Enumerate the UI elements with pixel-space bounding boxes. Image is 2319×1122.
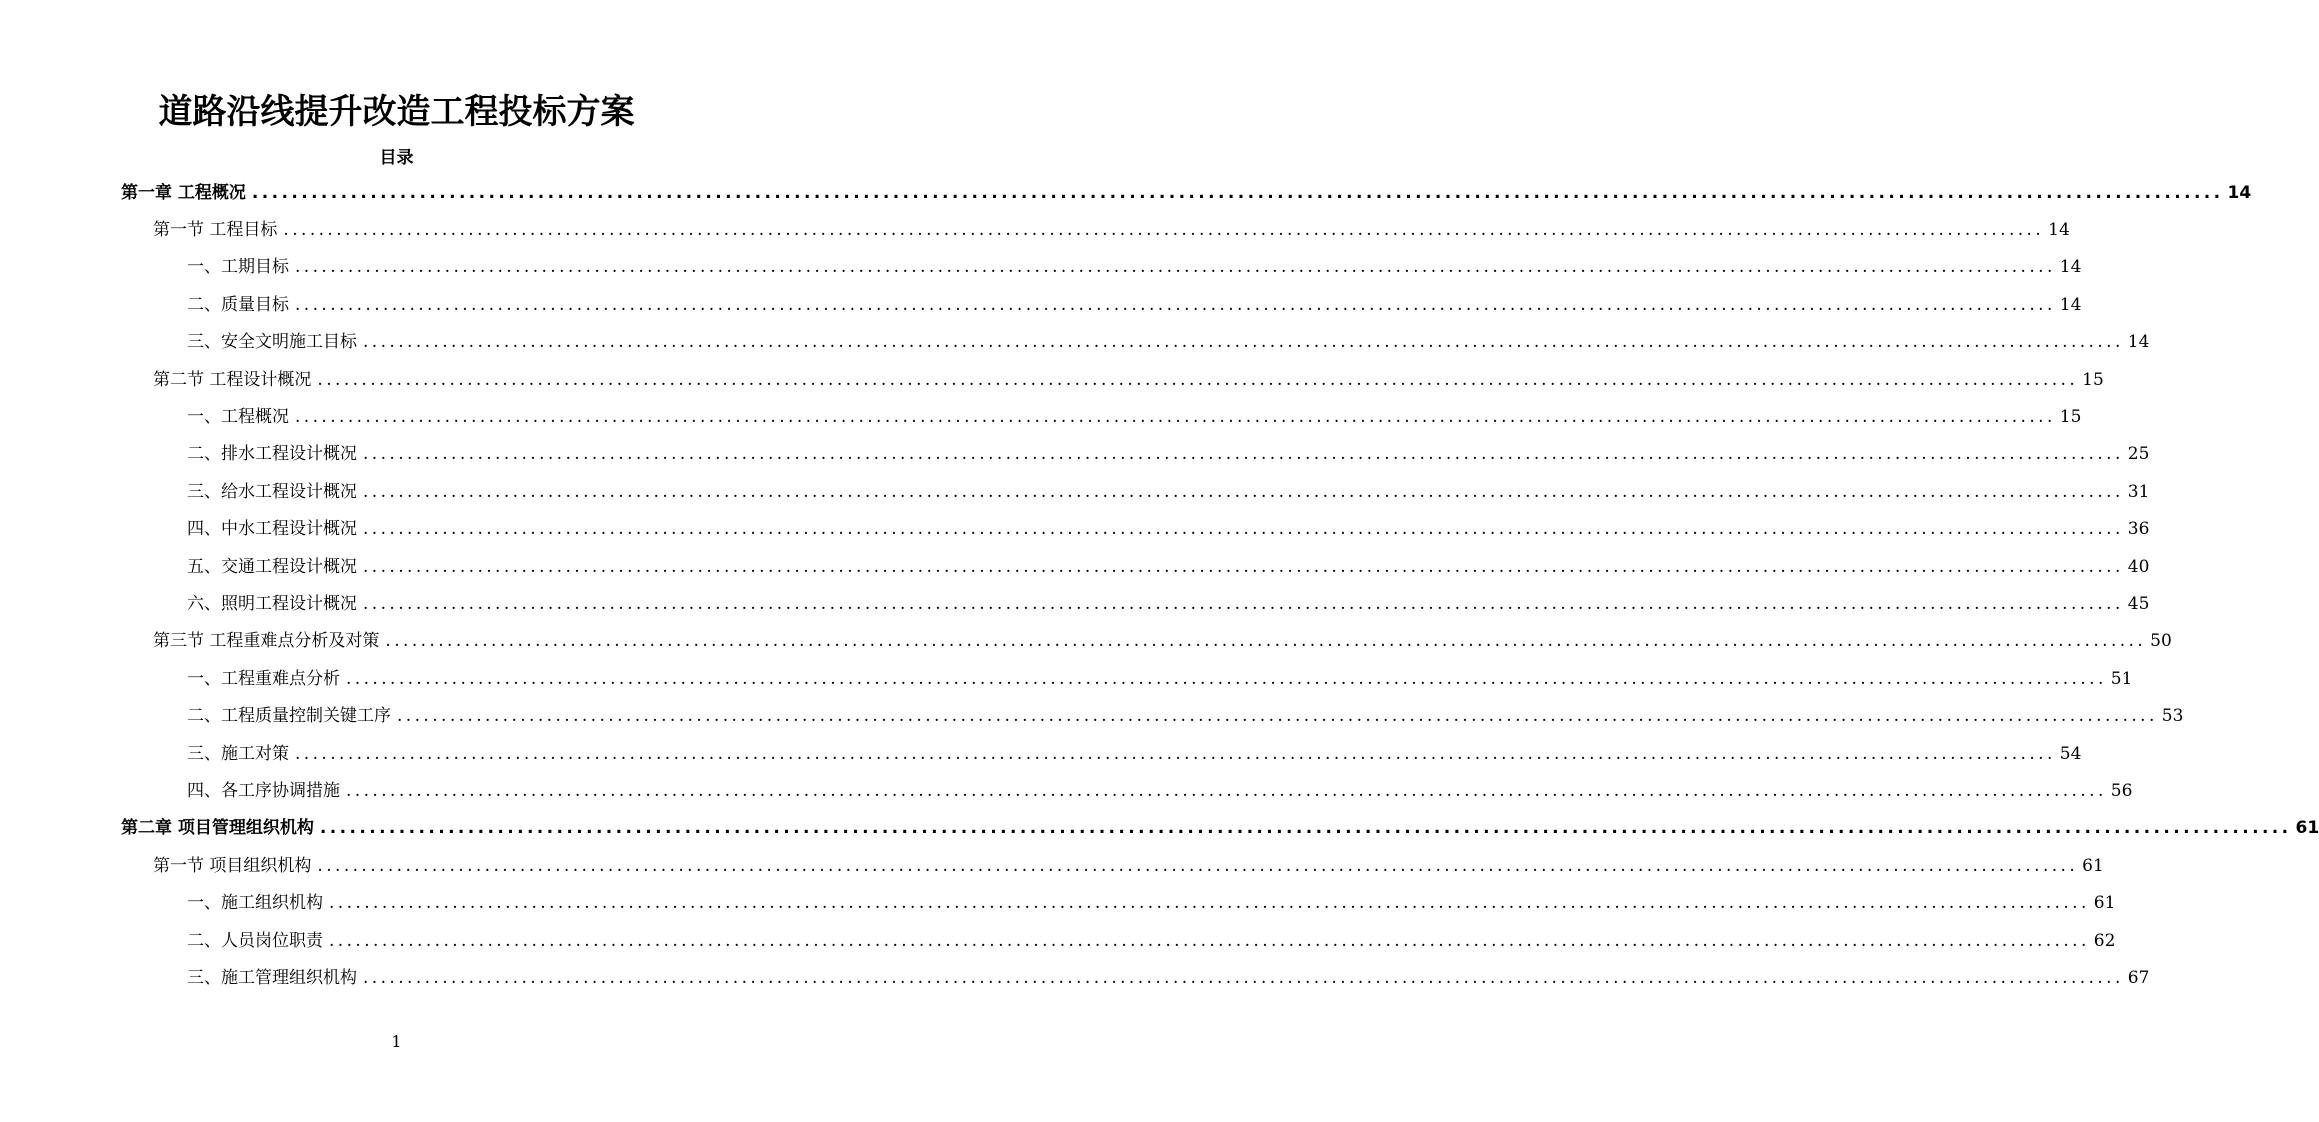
toc-entry[interactable] [187,585,2150,622]
toc-leader-dots: ........................................................................................................................................................................................................ [295,406,2056,427]
toc-entry-page: 36 [2127,519,2150,540]
toc-leader-dots: ........................................................................................................................................................................................................ [317,855,2079,876]
toc-entry-page: 67 [2127,967,2150,988]
toc-leader-dots: ........................................................................................................................................................................................................ [363,332,2124,353]
toc-entry-page: 45 [2127,593,2150,614]
toc-entry-label: 四、各工序协调措施 [187,780,340,801]
toc-leader-dots: ........................................................................................................................................................................................................ [363,593,2124,614]
toc-entry-label: 第一节 项目组织机构 [153,855,312,876]
toc-leader-dots: ........................................................................................................................................................................................................ [329,930,2090,951]
toc-entry-label: 一、工期目标 [187,257,289,278]
toc-entry-page: 50 [2150,631,2172,652]
toc-entry-label: 二、排水工程设计概况 [187,444,357,465]
toc-leader-dots: ........................................................................................................................................................................................................ [295,257,2056,278]
toc-leader-dots: ........................................................................................................................................................................................................ [346,780,2107,801]
toc-entry-label: 第三节 工程重难点分析及对策 [153,631,380,652]
toc-entry-label: 第一节 工程目标 [153,219,278,240]
toc-leader-dots: ........................................................................................................................................................................................................ [295,294,2056,315]
toc-entry-label: 三、给水工程设计概况 [187,481,357,502]
toc-leader-dots: ........................................................................................................................................................................................................ [317,369,2079,390]
toc-entry-page: 54 [2059,743,2082,764]
toc-entry[interactable] [187,398,2082,435]
toc-entry-page: 14 [2227,182,2252,203]
toc-entry[interactable] [187,660,2133,697]
toc-heading: 目录 [379,148,414,168]
toc-leader-dots: ........................................................................................................................................................................................................ [363,481,2124,502]
toc-entry-page: 61 [2082,855,2104,876]
toc-entry-page: 51 [2110,668,2133,689]
toc-entry-page: 61 [2295,818,2319,839]
toc-entry[interactable] [187,922,2116,959]
toc-entry-page: 40 [2127,556,2150,577]
toc-entry[interactable] [187,511,2150,548]
toc-entry-page: 14 [2059,294,2082,315]
toc-entry-label: 第一章 工程概况 [121,182,246,203]
toc-entry-label: 二、质量目标 [187,294,289,315]
toc-entry-page: 25 [2127,444,2150,465]
toc-entry-page: 14 [2127,332,2150,353]
toc-entry[interactable] [187,324,2150,361]
toc-entry-page: 15 [2059,406,2082,427]
toc-entry-label: 二、人员岗位职责 [187,930,323,951]
toc-entry-page: 15 [2082,369,2104,390]
toc-leader-dots: ........................................................................................................................................................................................................ [363,444,2124,465]
toc-entry[interactable] [153,623,2172,660]
toc-leader-dots: ........................................................................................................................................................................................................ [363,519,2124,540]
toc-entry-page: 14 [2048,219,2070,240]
toc-entry-page: 61 [2093,893,2116,914]
toc-entry-label: 一、施工组织机构 [187,893,323,914]
toc-leader-dots: ........................................................................................................................................................................................................ [385,631,2147,652]
toc-leader-dots: ........................................................................................................................................................................................................ [329,893,2090,914]
toc-entry-label: 一、工程重难点分析 [187,668,340,689]
document-title: 道路沿线提升改造工程投标方案 [158,92,635,132]
toc-entry-label: 四、中水工程设计概况 [187,519,357,540]
toc-entry[interactable] [187,735,2082,772]
toc-entry-label: 三、施工对策 [187,743,289,764]
toc-entry[interactable] [121,174,2252,211]
toc-leader-dots: ........................................................................................................................................................................................................ [397,706,2158,727]
toc-entry[interactable] [187,249,2082,286]
toc-leader-dots: ........................................................................................................................................................................................................ [363,556,2124,577]
toc-entry[interactable] [187,959,2150,996]
toc-leader-dots: ........................................................................................................................................................................................................ [295,743,2056,764]
toc-entry[interactable] [187,548,2150,585]
toc-entry[interactable] [187,885,2116,922]
toc-entry[interactable] [187,473,2150,510]
toc-entry-page: 56 [2110,780,2133,801]
toc-entry-label: 第二节 工程设计概况 [153,369,312,390]
toc-entry-label: 三、安全文明施工目标 [187,332,357,353]
toc-entry-label: 五、交通工程设计概况 [187,556,357,577]
toc-leader-dots: ........................................................................................................................................................................................................ [283,219,2045,240]
toc-leader-dots: ........................................................................................................................................................................................................ [363,967,2124,988]
toc-leader-dots: ........................................................................................................................................................................................................ [251,182,2224,203]
toc-entry-page: 62 [2093,930,2116,951]
toc-entry-page: 53 [2161,706,2184,727]
page-number: 1 [391,1032,402,1051]
toc-entry[interactable] [153,847,2104,884]
toc-entry[interactable] [121,810,2319,847]
toc-entry[interactable] [153,211,2070,248]
toc-entry-label: 六、照明工程设计概况 [187,593,357,614]
toc-entry[interactable] [187,286,2082,323]
toc-entry-label: 三、施工管理组织机构 [187,967,357,988]
toc-entry-page: 31 [2127,481,2150,502]
toc-entry[interactable] [187,436,2150,473]
toc-entry[interactable] [153,361,2104,398]
toc-entry-page: 14 [2059,257,2082,278]
toc-leader-dots: ........................................................................................................................................................................................................ [346,668,2107,689]
toc-entry[interactable] [187,698,2184,735]
toc-entry-label: 一、工程概况 [187,406,289,427]
toc-leader-dots: ........................................................................................................................................................................................................ [319,818,2292,839]
toc-entry-label: 二、工程质量控制关键工序 [187,706,391,727]
toc-entry-label: 第二章 项目管理组织机构 [121,818,314,839]
toc-entry[interactable] [187,772,2133,809]
